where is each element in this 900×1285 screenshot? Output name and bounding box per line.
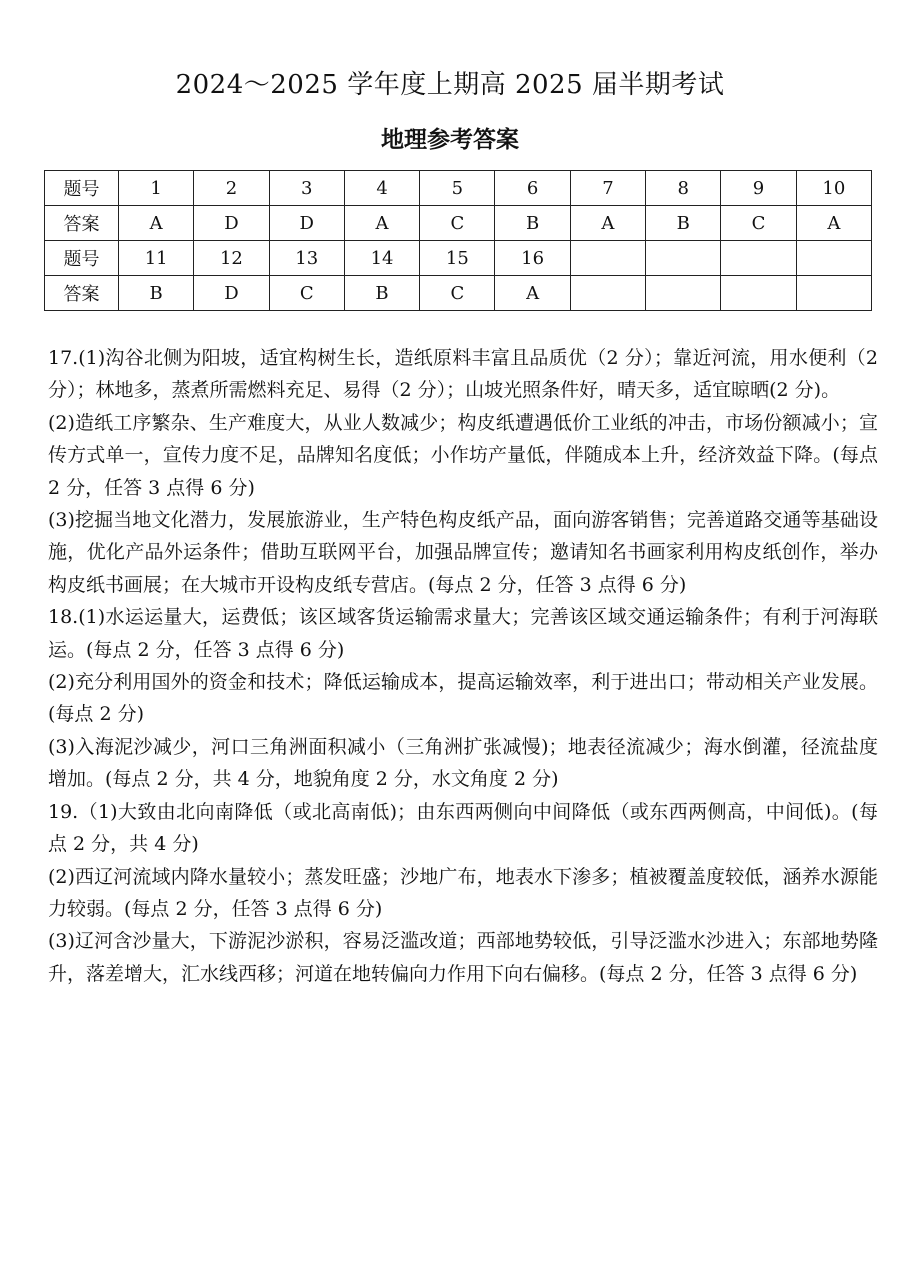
table-row — [45, 171, 872, 206]
table-cell — [796, 276, 871, 311]
table-cell: D — [194, 276, 269, 311]
page-title: 2024～2025 学年度上期高 2025 届半期考试 — [175, 70, 725, 100]
table-cell: 12 — [194, 241, 269, 276]
table-cell: 14 — [344, 241, 419, 276]
table-cell: C — [420, 276, 495, 311]
table-cell: 8 — [646, 171, 721, 206]
row-label: 答案 — [45, 276, 119, 311]
table-cell: B — [646, 206, 721, 241]
answer-paragraph: (3)辽河含沙量大，下游泥沙淤积，容易泛滥改道；西部地势较低，引导泛滥水沙进入；东部地势隆升，落差增大，汇水线西移；河道在地转偏向力作用下向右偏移。(每点 2 分，任答 3 点得 6 分) — [48, 930, 878, 985]
page-subtitle: 地理参考答案 — [381, 127, 519, 153]
answer-explanations — [48, 342, 878, 990]
table-cell: 16 — [495, 241, 570, 276]
table-cell: 5 — [420, 171, 495, 206]
row-label: 答案 — [45, 206, 119, 241]
table-row — [45, 206, 872, 241]
answer-paragraph: (2)造纸工序繁杂、生产难度大，从业人数减少；构皮纸遭遇低价工业纸的冲击，市场份额减小；宣传方式单一，宣传力度不足，品牌知名度低；小作坊产量低，伴随成本上升，经济效益下降。(每点 2 分，任答 3 点得 6 分) — [48, 411, 878, 499]
table-cell — [796, 241, 871, 276]
table-cell — [721, 241, 796, 276]
table-cell: D — [269, 206, 344, 241]
answer-paragraph: (3)入海泥沙减少，河口三角洲面积减小（三角洲扩张减慢)；地表径流减少；海水倒灌，径流盐度增加。(每点 2 分，共 4 分，地貌角度 2 分，水文角度 2 分) — [48, 735, 878, 791]
table-cell: A — [796, 206, 871, 241]
table-cell: 3 — [269, 171, 344, 206]
table-cell: 15 — [420, 241, 495, 276]
table-row — [45, 276, 872, 311]
table-cell: B — [119, 276, 194, 311]
table-cell: 4 — [344, 171, 419, 206]
table-cell: 7 — [570, 171, 645, 206]
answer-paragraph: 19.（1)大致由北向南降低（或北高南低)；由东西两侧向中间降低（或东西两侧高，中间低)。(每点 2 分，共 4 分) — [48, 800, 878, 856]
table-cell: 13 — [269, 241, 344, 276]
answer-paragraph: (3)挖掘当地文化潜力，发展旅游业，生产特色构皮纸产品，面向游客销售；完善道路交通等基础设施，优化产品外运条件；借助互联网平台，加强品牌宣传；邀请知名书画家利用构皮纸创作，举办构皮纸书画展；在大城市开设构皮纸专营店。(每点 2 分，任答 3 点得 6 分) — [48, 509, 878, 596]
answer-paragraph: 17.(1)沟谷北侧为阳坡，适宜构树生长，造纸原料丰富且品质优（2 分）；靠近河流，用水便利（2 分）；林地多，蒸煮所需燃料充足、易得（2 分）；山坡光照条件好，晴天多，适宜晾晒(2 分)。 — [48, 347, 878, 402]
table-cell — [570, 276, 645, 311]
table-cell: 11 — [119, 241, 194, 276]
table-cell: 2 — [194, 171, 269, 206]
answer-paragraph: (2)西辽河流域内降水量较小；蒸发旺盛；沙地广布，地表水下渗多；植被覆盖度较低，涵养水源能力较弱。(每点 2 分，任答 3 点得 6 分) — [48, 865, 878, 920]
table-cell: C — [721, 206, 796, 241]
table-cell — [570, 241, 645, 276]
table-cell: 1 — [119, 171, 194, 206]
row-label: 题号 — [45, 171, 119, 206]
table-cell: 9 — [721, 171, 796, 206]
table-cell: B — [495, 206, 570, 241]
table-cell — [646, 241, 721, 276]
table-cell: A — [495, 276, 570, 311]
answer-paragraph: 18.(1)水运运量大，运费低；该区域客货运输需求量大；完善该区域交通运输条件；有利于河海联运。(每点 2 分，任答 3 点得 6 分) — [48, 606, 878, 661]
table-cell — [646, 276, 721, 311]
table-cell: A — [570, 206, 645, 241]
answer-table — [44, 170, 872, 311]
table-cell: B — [344, 276, 419, 311]
table-cell: A — [119, 206, 194, 241]
row-label: 题号 — [45, 241, 119, 276]
table-cell: 10 — [796, 171, 871, 206]
table-cell: C — [420, 206, 495, 241]
table-cell — [721, 276, 796, 311]
table-cell: C — [269, 276, 344, 311]
table-cell: D — [194, 206, 269, 241]
answer-paragraph: (2)充分利用国外的资金和技术；降低运输成本，提高运输效率，利于进出口；带动相关产业发展。(每点 2 分) — [48, 671, 878, 726]
table-cell: 6 — [495, 171, 570, 206]
table-row — [45, 241, 872, 276]
table-cell: A — [344, 206, 419, 241]
